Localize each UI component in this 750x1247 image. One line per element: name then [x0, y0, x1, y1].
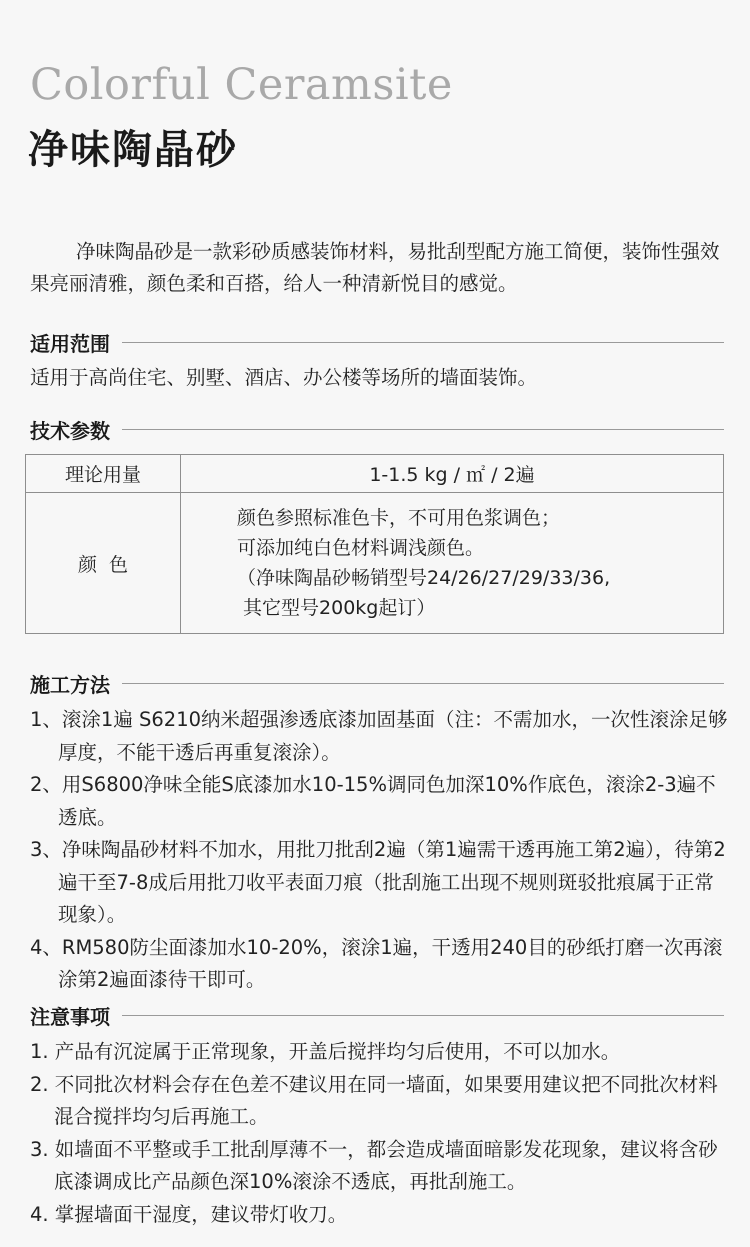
- color-note-line: 可添加纯白色材料调浅颜色。: [237, 537, 485, 559]
- color-note-line: （净味陶晶砂畅销型号24/26/27/29/33/36,: [237, 567, 611, 589]
- specs-divider: [122, 429, 724, 430]
- notes-divider: [122, 1015, 724, 1016]
- color-note-line: 颜色参照标准色卡，不可用色浆调色；: [237, 507, 561, 529]
- spec-table: [25, 454, 724, 634]
- method-heading: 施工方法: [30, 672, 110, 697]
- spec-key-color-label: 颜 色: [77, 553, 129, 576]
- intro-paragraph: 净味陶晶砂是一款彩砂质感装饰材料，易批刮型配方施工简便，装饰性强效果亮丽清雅，颜色柔和百搭，给人一种清新悦目的感觉。: [30, 240, 720, 295]
- scope-text: 适用于高尚住宅、别墅、酒店、办公楼等场所的墙面装饰。: [30, 366, 538, 389]
- spec-key-color: [26, 493, 181, 634]
- spec-value-usage: 1-1.5 kg / ㎡ / 2遍: [181, 455, 724, 493]
- list-item: 2、用S6800净味全能S底漆加水10-15%调同色加深10%作底色，滚涂2-3遍不透底。: [30, 773, 716, 829]
- list-item: 3. 如墙面不平整或手工批刮厚薄不一，都会造成墙面暗影发花现象，建议将含砂底漆调成比产品颜色深10%滚涂不透底，再批刮施工。: [30, 1137, 718, 1193]
- chinese-title: 净味陶晶砂: [28, 127, 238, 173]
- scope-section-header: [30, 329, 724, 355]
- notes-list: [30, 1036, 730, 1231]
- english-title: Colorful Ceramsite: [30, 60, 453, 110]
- list-item: 3、净味陶晶砂材料不加水，用批刀批刮2遍（第1遍需干透再施工第2遍），待第2遍干至7-8成后用批刀收平表面刀痕（批刮施工出现不规则斑驳批痕属于正常现象）。: [30, 838, 726, 926]
- method-steps-list: [30, 704, 730, 997]
- notes-heading: 注意事项: [30, 1004, 110, 1029]
- notes-section-header: [30, 1002, 724, 1028]
- table-row: [26, 493, 724, 634]
- list-item: 2. 不同批次材料会存在色差不建议用在同一墙面，如果要用建议把不同批次材料混合搅拌均匀后再施工。: [30, 1072, 718, 1128]
- color-note-line: 其它型号200kg起订）: [237, 597, 436, 619]
- method-section-header: [30, 670, 724, 696]
- scope-heading: 适用范围: [30, 331, 110, 356]
- spec-key-usage: 理论用量: [26, 455, 181, 493]
- spec-value-color: [181, 493, 724, 634]
- scope-divider: [122, 342, 724, 343]
- list-item: 4. 掌握墙面干湿度，建议带灯收刀。: [30, 1202, 348, 1226]
- table-row: [26, 455, 724, 493]
- method-divider: [122, 683, 724, 684]
- specs-heading: 技术参数: [30, 418, 110, 443]
- list-item: 1、滚涂1遍 S6210纳米超强渗透底漆加固基面（注：不需加水，一次性滚涂足够厚度，不能干透后再重复滚涂）。: [30, 708, 728, 764]
- list-item: 4、RM580防尘面漆加水10-20%，滚涂1遍，干透用240目的砂纸打磨一次再滚涂第2遍面漆待干即可。: [30, 935, 723, 991]
- specs-section-header: [30, 416, 724, 442]
- list-item: 1. 产品有沉淀属于正常现象，开盖后搅拌均匀后使用，不可以加水。: [30, 1040, 621, 1063]
